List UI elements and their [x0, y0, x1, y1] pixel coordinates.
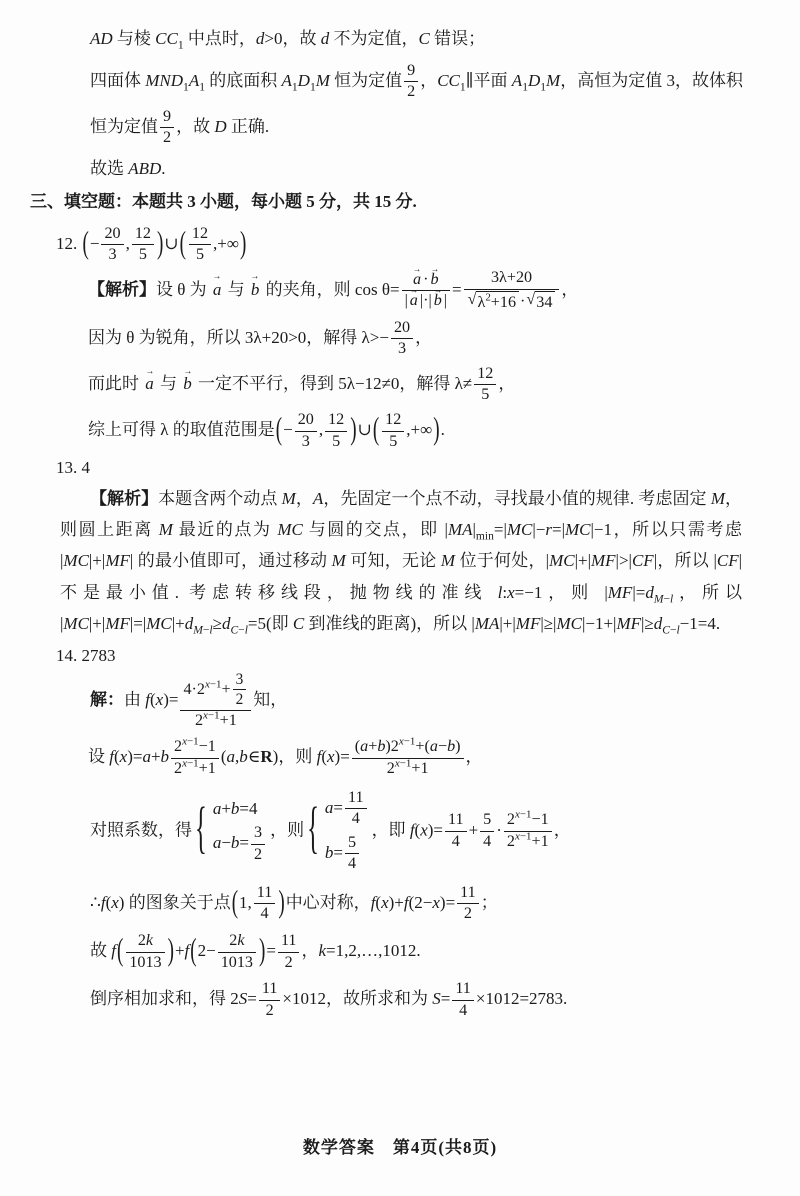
q13-answer-line: 13. 4 — [56, 458, 90, 478]
q14-solution-line-2: 设 f(x)=a+b $\frac{2^{x-1}-1}{2^{x-1}+1}$ (a,b∈R)，则 f(x)= $\frac{(a+b)2^{x-1}+(a-b)}{2^{x-1}+1}$ ， — [88, 736, 483, 777]
q14-solution-line-5: 故 f( $\frac{2k}{1013}$ )+f(2− $\frac{2k}{1013}$ )= $\frac{11}{2}$ ，k=1,2,…,1012. — [90, 932, 421, 971]
choice-d-analysis-line-2: 四面体 $MND_1A_1$ 的底面积 $A_1D_1M$ 恒为定值 $\frac{9}{2}$ ，$CC_1\parallel$平面 $A_1D_1M$，高恒为定值 3，故体积 — [90, 61, 743, 101]
q12-analysis-line-2: 因为 θ 为锐角，所以 3λ+20>0，解得 λ>− $\frac{20}{3}$ ， — [88, 318, 433, 358]
q14-solution-line-3: 对照系数，得 { a+b=4 a−b= $\frac{3}{2}$ ，则 { a= $\frac{11}{4}$ b= $\frac{5}{4}$ ，即 f(x)= $\frac{11}{4}$ + $\frac{5}{4}$ · $\frac{2^{x-1}-1}{2^{x-1}+1}$ ， — [90, 788, 571, 873]
q14-answer-line: 14. 2783 — [56, 646, 116, 666]
fill-in-section-header: 三、填空题：本题共 3 小题，每小题 5 分，共 15 分. — [30, 192, 417, 212]
page-footer: 数学答案 第4页(共8页) — [302, 1138, 498, 1157]
q12-analysis-line-3: 而此时 a → 与 b → 一定不平行，得到 5λ−12≠0，解得 λ≠ $\frac{12}{5}$ ， — [88, 365, 770, 405]
choice-d-analysis-line-3: 恒为定值 $\frac{9}{2}$ ，故 D 正确. — [90, 107, 270, 147]
q12-answer-line: 12. (− $\frac{20}{3}$ , $\frac{12}{5}$ )∪( $\frac{12}{5}$ ,+∞) — [56, 224, 247, 264]
choice-answer-line: 故选 ABD. — [90, 158, 166, 178]
q14-solution-line-6: 倒序相加求和，得 2S= $\frac{11}{2}$ ×1012，故所求和为 S= $\frac{11}{4}$ ×1012=2783. — [90, 980, 568, 1019]
q14-solution-line-1: 解：由 f(x)= $4\cdot 2^{x-1}+$ $\frac{3}{2}$ $2^{x-1}+1$ 知， — [90, 670, 288, 729]
q13-analysis-paragraph: 【解析】本题含两个动点 M，A，先固定一个点不动，寻找最小值的规律. 考虑固定 M，则圆上距离 M 最近的点为 MC 与圆的交点，即 $|MA|_{min}=|MC|-r=|MC|-1$，所以只需考虑 |MC|+|MF| 的最小值即可，通过移动 M 可知，无论 M 位于何处，|MC|+|MF|>|CF|，所以 |CF| 不是最小值. 考虑转移线段，抛物线的准线 l:x=−1，则 $|MF|=d_{M-l}$，所以 $|MC|+|MF|=|MC|+d_{M-l}\ge d_{C-l}=5$(即 C 到准线的距离)，所以 $|MA|+|MF|\ge|MC|-1+|MF|\ge d_{C-l}-1=4$. — [60, 488, 743, 637]
q12-analysis-line-1: 【解析】设 θ 为 a → 与 b → 的夹角，则 cos θ= $\frac{a \to \cdot b \to}{| a \to |\cdot| b \to |}$ = 3λ+20 √ $\lambda^2+16$ · √ 34 ， — [88, 269, 770, 313]
q12-analysis-line-4: 综上可得 λ 的取值范围是(− $\frac{20}{3}$ , $\frac{12}{5}$ )∪( $\frac{12}{5}$ ,+∞). — [88, 411, 445, 450]
choice-d-analysis-line-1: AD 与棱 $CC_1$ 中点时，d>0，故 d 不为定值，C 错误； — [90, 29, 486, 52]
q14-solution-line-4: ∴f(x) 的图象关于点(1, $\frac{11}{4}$ )中心对称，f(x)+f(2−x)= $\frac{11}{2}$ ； — [90, 883, 498, 923]
